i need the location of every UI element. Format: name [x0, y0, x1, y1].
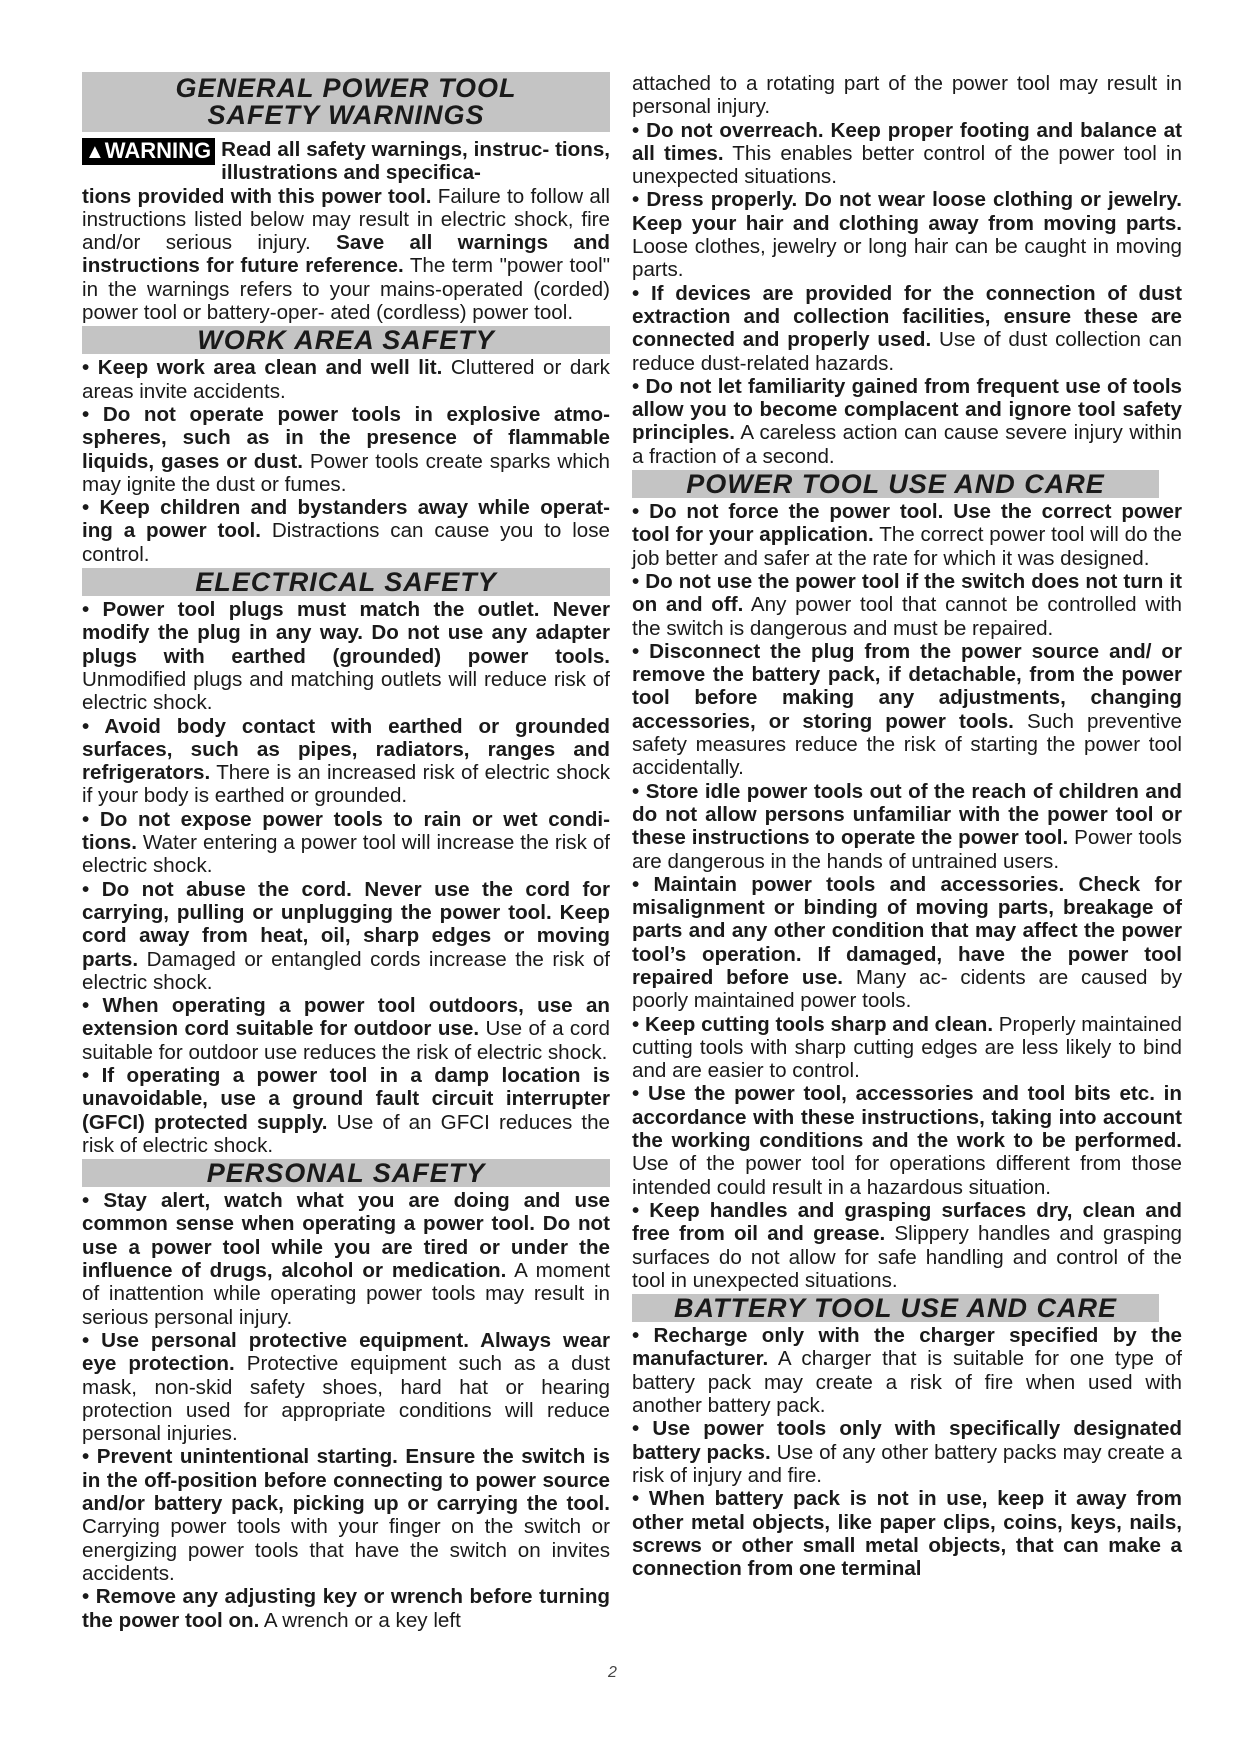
item-bold: • If devices are provided for the connection of dust extraction and collection facilities, ensure these are connected and properly used.: [632, 281, 1182, 352]
item-bold: • Store idle power tools out of the reach of children and do not allow persons unfamiliar with the power tool or these instructions to operate the power tool.: [632, 779, 1182, 850]
item-text: Carrying power tools with your finger on the switch or energizing power tools that have the switch on invites accidents.: [82, 1515, 610, 1585]
page-number: 2: [608, 1664, 617, 1681]
personal-title: PERSONAL SAFETY: [82, 1159, 610, 1187]
warning-block: [82, 138, 610, 185]
list-item: [82, 878, 610, 994]
list-item: [82, 403, 610, 496]
continued-text: attached to a rotating part of the power tool may result in personal injury.: [632, 72, 1182, 119]
intro-bold2: Save all warnings and instructions for future reference.: [82, 231, 610, 278]
item-bold: • Dress properly. Do not wear loose clothing or jewelry. Keep your hair and clothing away from moving parts.: [632, 188, 1182, 235]
list-item: [632, 780, 1182, 873]
item-text: Cluttered or dark areas invite accidents.: [82, 356, 610, 403]
item-bold: • When operating a power tool outdoors, use an extension cord suitable for outdoor use.: [82, 994, 610, 1041]
list-item: [632, 1324, 1182, 1417]
personal-list: [82, 1189, 610, 1632]
list-item: [632, 873, 1182, 1013]
list-item: [632, 640, 1182, 780]
list-item: [632, 188, 1182, 281]
item-bold: • Keep children and bystanders away while operat- ing a power tool.: [82, 496, 610, 543]
intro-paragraph: [82, 185, 610, 325]
list-item: [632, 119, 1182, 189]
item-bold: • Use power tools only with specifically designated battery packs.: [632, 1417, 1182, 1464]
item-bold: • If operating a power tool in a damp location is unavoidable, use a ground fault circuit interrupter (GFCI) protected supply.: [82, 1063, 610, 1134]
item-text: The correct power tool will do the job better and safer at the rate for which it was designed.: [632, 523, 1183, 570]
use-care-title: POWER TOOL USE AND CARE: [632, 470, 1159, 498]
item-bold: • Keep cutting tools sharp and clean.: [632, 1012, 994, 1036]
item-text: A moment of inattention while operating power tools may result in serious personal injury.: [82, 1259, 610, 1329]
item-text: Properly maintained cutting tools with sharp cutting edges are less likely to bind and are easier to control.: [632, 1012, 1183, 1083]
item-bold: • Remove any adjusting key or wrench before turning the power tool on.: [82, 1585, 610, 1632]
left-column: [82, 72, 610, 1632]
item-bold: • Prevent unintentional starting. Ensure the switch is in the off-position before connecting to power source and/or battery pack, picking up or carrying the tool.: [82, 1445, 610, 1516]
item-bold: • Keep handles and grasping surfaces dry, clean and free from oil and grease.: [632, 1198, 1182, 1246]
item-text: Use of any other battery packs may create a risk of injury and fire.: [632, 1440, 1182, 1487]
battery-list: [632, 1324, 1182, 1580]
item-text: Unmodified plugs and matching outlets will reduce risk of electric shock.: [82, 667, 610, 715]
item-text: Use of an GFCI reduces the risk of electric shock.: [82, 1110, 610, 1157]
list-item: [632, 375, 1182, 468]
electrical-title: ELECTRICAL SAFETY: [82, 568, 610, 596]
item-text: Loose clothes, jewelry or long hair can be caught in moving parts.: [632, 235, 1182, 282]
main-title: [82, 72, 610, 132]
intro-text1: Failure to follow all instructions listed below may result in electric shock, fire and/or serious injury.: [82, 184, 611, 255]
item-bold: • Maintain power tools and accessories. Check for misalignment or binding of moving parts, breakage of parts and any other condition that may affect the power tool’s operation. If damaged, have the power tool repaired before use.: [632, 872, 1182, 989]
item-bold: • Do not overreach. Keep proper footing and balance at all times.: [632, 118, 1182, 165]
list-item: [82, 994, 610, 1064]
list-item: [82, 1585, 610, 1632]
item-text: Use of a cord suitable for outdoor use reduces the risk of electric shock.: [82, 1017, 610, 1064]
intro-text2: The term "power tool" in the warnings refers to your mains-operated (corded) power tool or battery-oper- ated (cordless) power tool.: [82, 254, 611, 325]
work-area-list: [82, 356, 610, 566]
item-bold: • Do not use the power tool if the switch does not turn it on and off.: [632, 569, 1182, 617]
item-bold: • Use personal protective equipment. Always wear eye protection.: [82, 1328, 610, 1376]
item-text: Any power tool that cannot be controlled with the switch is dangerous and must be repaired.: [632, 593, 1183, 640]
item-text: Distractions can cause you to lose control.: [82, 519, 610, 566]
item-text: Water entering a power tool will increase the risk of electric shock.: [82, 831, 610, 878]
item-text: Power tools create sparks which may ignite the dust or fumes.: [82, 449, 611, 496]
list-item: [632, 1417, 1182, 1487]
warning-triangle-icon: ▲: [85, 141, 105, 163]
list-item: [82, 808, 610, 878]
battery-title: BATTERY TOOL USE AND CARE: [632, 1294, 1159, 1322]
item-text: Damaged or entangled cords increase the risk of electric shock.: [82, 947, 610, 994]
warning-badge: [82, 138, 215, 165]
list-item: [632, 1082, 1182, 1198]
right-column: [632, 72, 1182, 1580]
item-text: A wrench or a key left: [259, 1608, 461, 1632]
list-item: [632, 1487, 1182, 1580]
item-bold: • Keep work area clean and well lit.: [82, 356, 443, 380]
item-bold: • Use the power tool, accessories and tool bits etc. in accordance with these instructions, taking into account the working conditions and the work to be performed.: [632, 1082, 1182, 1153]
list-item: [82, 1189, 610, 1329]
list-item: [82, 496, 610, 566]
main-title-line2: SAFETY WARNINGS: [207, 100, 485, 130]
item-bold: • Do not expose power tools to rain or wet condi- tions.: [82, 807, 610, 855]
list-item: [82, 1329, 610, 1445]
intro-bold1: tions provided with this power tool.: [82, 184, 432, 208]
item-text: Use of dust collection can reduce dust-related hazards.: [632, 328, 1183, 375]
item-text: Power tools are dangerous in the hands of untrained users.: [632, 826, 1182, 873]
list-item: [82, 715, 610, 808]
item-text: A charger that is suitable for one type of battery pack may create a risk of fire when used with another battery pack.: [632, 1347, 1182, 1418]
list-item: [82, 1445, 610, 1585]
list-item: [632, 282, 1182, 375]
item-bold: • Power tool plugs must match the outlet. Never modify the plug in any way. Do not use any adapter plugs with earthed (grounded) power tools.: [82, 598, 610, 668]
work-area-title: WORK AREA SAFETY: [82, 326, 610, 354]
warning-lead-text: Read all safety warnings, instruc- tions, illustrations and specifica-: [221, 138, 610, 185]
list-item: [632, 570, 1182, 640]
item-bold: • When battery pack is not in use, keep it away from other metal objects, like paper clips, coins, keys, nails, screws or other small metal objects, that can make a connection from one terminal: [632, 1487, 1182, 1581]
item-bold: • Do not operate power tools in explosive atmo- spheres, such as in the presence of flammable liquids, gases or dust.: [82, 402, 610, 473]
item-text: This enables better control of the power tool in unexpected situations.: [632, 141, 1182, 189]
warning-badge-label: WARNING: [104, 138, 212, 163]
item-text: A careless action can cause severe injury within a fraction of a second.: [632, 421, 1182, 468]
list-item: [82, 356, 610, 403]
item-text: Such preventive safety measures reduce the risk of starting the power tool accidentally.: [632, 709, 1182, 780]
list-item: [82, 1064, 610, 1157]
item-text: Slippery handles and grasping surfaces do not allow for safe handling and control of the tool in unexpected situations.: [632, 1222, 1182, 1292]
use-care-list: [632, 500, 1182, 1292]
item-bold: • Do not let familiarity gained from frequent use of tools allow you to become complacent and ignore tool safety principles.: [632, 374, 1182, 445]
personal-cont-list: [632, 119, 1182, 468]
item-bold: • Disconnect the plug from the power source and/ or remove the battery pack, if detachable, from the power tool before making any adjustments, changing accessories, or storing power tools.: [632, 639, 1182, 733]
main-title-line1: GENERAL POWER TOOL: [175, 73, 517, 103]
list-item: [632, 500, 1182, 570]
item-bold: • Avoid body contact with earthed or grounded surfaces, such as pipes, radiators, ranges and refrigerators.: [82, 714, 610, 785]
list-item: [632, 1199, 1182, 1292]
list-item: [632, 1013, 1182, 1083]
item-bold: • Stay alert, watch what you are doing and use common sense when operating a power tool. Do not use a power tool while you are tired or under the influence of drugs, alcohol or medication.: [82, 1189, 610, 1283]
item-text: There is an increased risk of electric shock if your body is earthed or grounded.: [82, 761, 610, 808]
item-text: Many ac- cidents are caused by poorly maintained power tools.: [632, 965, 1183, 1013]
item-text: Use of the power tool for operations different from those intended could result in a hazardous situation.: [632, 1152, 1182, 1199]
item-bold: • Do not abuse the cord. Never use the cord for carrying, pulling or unplugging the power tool. Keep cord away from heat, oil, sharp edges or moving parts.: [82, 877, 610, 971]
item-bold: • Do not force the power tool. Use the correct power tool for your application.: [632, 500, 1182, 547]
electrical-list: [82, 598, 610, 1157]
list-item: [82, 598, 610, 714]
item-bold: • Recharge only with the charger specified by the manufacturer.: [632, 1324, 1182, 1371]
item-text: Protective equipment such as a dust mask, non-skid safety shoes, hard hat or hearing protection used for appropriate conditions will reduce personal injuries.: [82, 1352, 610, 1446]
